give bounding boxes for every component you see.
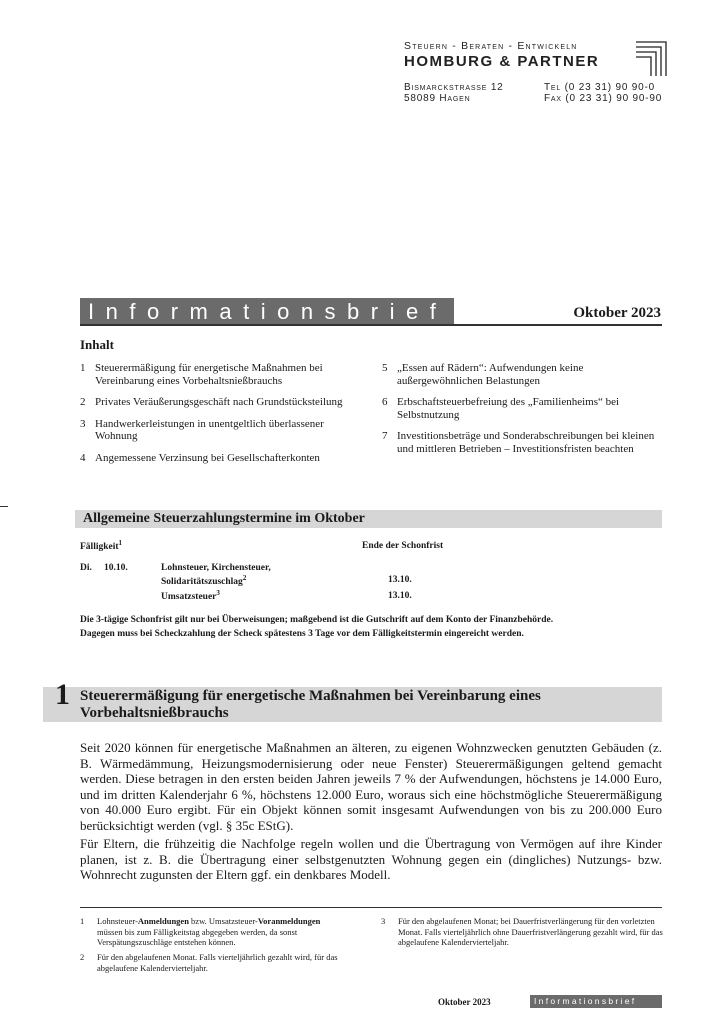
contents-item: 1 Steuerermäßigung für energetische Maßnahmen bei Vereinbarung eines Vorbehaltsnießbrauchs xyxy=(80,362,323,387)
grace-date-vat: 13.10. xyxy=(388,591,412,601)
contents-item: 3 Handwerkerleistungen in unentgeltlich überlassener Wohnung xyxy=(80,417,324,442)
tax-item-solidarity: Solidaritätszuschlag$^2$ xyxy=(161,574,247,588)
firm-logo-icon xyxy=(636,40,670,78)
article-paragraph: Seit 2020 können für energetische Maßnahmen an älteren, zu eigenen Wohnzwecken genutzten Gebäuden (z. B. Wärmedämmung, Heizungsmodernisierung oder neue Fenster) Steuerermäßigungen geltend gemacht werden. Diese betragen in den ersten beiden Jahren jeweils 7 % der Aufwendungen, höchstens je 14.000 Euro, und im dritten Kalenderjahr 6 %, höchstens 12.000 Euro, woraus sich eine höchstmögliche Steuerermäßigung von 40.000 Euro ergibt. Für ein Objekt können somit insgesamt Aufwendungen von bis zu 200.000 Euro berücksichtigt werden (vgl. § 35c EStG). xyxy=(80,740,662,833)
firm-address xyxy=(404,82,504,104)
footnote-rule xyxy=(80,907,662,908)
firm-street: Bismarckstrasse 12 xyxy=(404,82,504,93)
article-paragraph: Für Eltern, die frühzeitig die Nachfolge regeln wollen und die Übertragung von Vermögen auf ihre Kinder planen, ist z. B. die Übertragung einer selbstgenutzten Wohnung gegen ein (dingliches) Nutzungs- bzw. Wohnrecht zugunsten der Eltern ggf. ein denkbares Modell. xyxy=(80,836,662,882)
contents-heading: Inhalt xyxy=(80,337,114,352)
tax-dates-heading: Allgemeine Steuerzahlungstermine im Oktober xyxy=(75,510,662,528)
firm-tagline: Steuern - Beraten - Entwickeln xyxy=(404,40,578,52)
footnote-3: 3 Für den abgelaufenen Monat; bei Dauerfristverlängerung für den vorletzten Monat. Falls vierteljährlich ohne Dauerfristverlängerung gezahlt wird, für das abgelaufene Kalendervierteljahr. xyxy=(381,916,663,947)
firm-contact xyxy=(544,82,662,104)
footnote-2: 2 Für den abgelaufenen Monat. Falls vierteljährlich gezahlt wird, für das abgelaufene Kalendervierteljahr. xyxy=(80,952,338,973)
contents-item: 6 Erbschaftsteuerbefreiung des „Familienheims“ bei Selbstnutzung xyxy=(382,396,620,421)
firm-name: HOMBURG & PARTNER xyxy=(404,53,600,70)
issue-date: Oktober 2023 xyxy=(573,305,661,321)
grace-column-header: Ende der Schonfrist xyxy=(362,541,444,551)
contents-item: 4 Angemessene Verzinsung bei Gesellschafterkonten xyxy=(80,451,320,464)
contents-list-right xyxy=(382,362,662,464)
due-date: 10.10. xyxy=(104,563,128,573)
tax-item-wage-tax: Lohnsteuer, Kirchensteuer, xyxy=(161,563,271,573)
article-title: Steuerermäßigung für energetische Maßnahmen bei Vereinbarung eines Vorbehaltsnießbrauchs xyxy=(80,688,541,721)
contents-item: 7 Investitionsbeträge und Sonderabschreibungen bei kleinen und mittleren Betrieben – Investitionsfristen beachten xyxy=(382,430,655,455)
grace-period-note: Die 3-tägige Schonfrist gilt nur bei Überweisungen; maßgebend ist die Gutschrift auf dem Konto der Finanzbehörde. Dagegen muss bei Scheckzahlung der Scheck spätestens 3 Tage vor dem Fälligkeitstermin eingereicht werden. xyxy=(80,615,554,639)
firm-city: 58089 Hagen xyxy=(404,93,471,104)
contents-item: 2 Privates Veräußerungsgeschäft nach Grundstücksteilung xyxy=(80,396,343,408)
tax-item-vat: Umsatzsteuer$^3$ xyxy=(161,589,220,603)
contents-list-left xyxy=(80,362,360,473)
footer-date: Oktober 2023 xyxy=(438,997,491,1007)
grace-date-wage-tax: 13.10. xyxy=(388,575,412,585)
footnote-1: 1 Lohnsteuer-Anmeldungen bzw. Umsatzsteuer-Voranmeldungen müssen bis zum Fälligkeitstag abgegeben werden, da sonst Verspätungszuschläge entstehen können. xyxy=(80,916,321,947)
firm-phone: Tel (0 23 31) 90 90-0 xyxy=(544,82,655,93)
fold-mark xyxy=(0,506,8,507)
newsletter-title: Informationsbrief xyxy=(80,298,454,325)
title-rule xyxy=(80,324,662,326)
article-number: 1 xyxy=(55,678,70,711)
due-column-header: Fälligkeit$^1$ xyxy=(80,539,123,553)
contents-item: 5 „Essen auf Rädern“: Aufwendungen keine außergewöhnlichen Belastungen xyxy=(382,362,584,387)
due-weekday: Di. xyxy=(80,563,92,573)
footer-title: Informationsbrief xyxy=(530,995,662,1008)
firm-fax: Fax (0 23 31) 90 90-90 xyxy=(544,93,663,104)
